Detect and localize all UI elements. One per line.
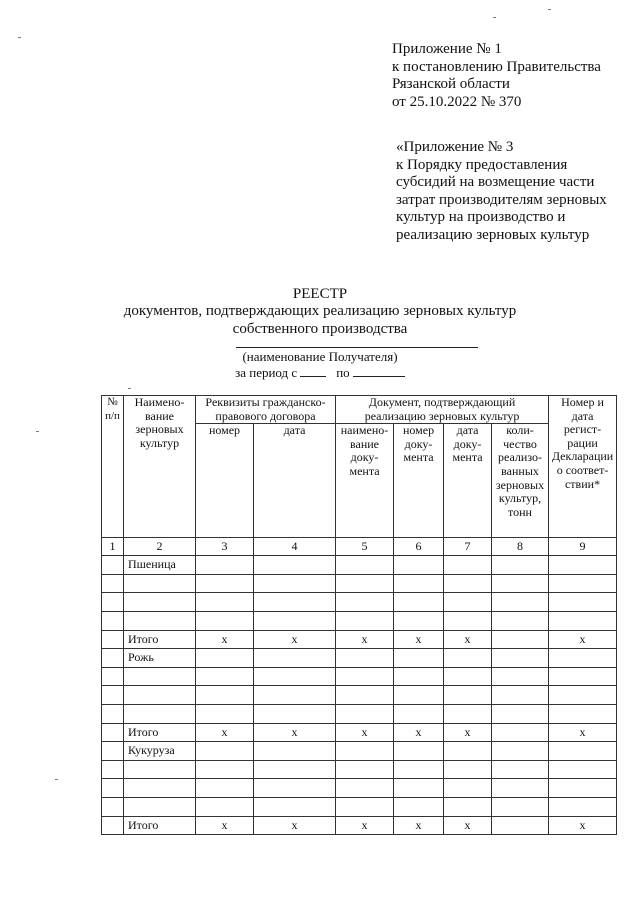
column-number: 1: [102, 538, 124, 556]
header-document-group: [336, 396, 549, 424]
appendix-3-line: «Приложение № 3: [396, 139, 514, 155]
x-mark: x: [254, 816, 336, 835]
x-mark: x: [336, 630, 394, 649]
table-row: [102, 704, 617, 723]
x-mark: x: [196, 816, 254, 835]
header-number: [102, 396, 124, 538]
column-number: 8: [492, 538, 549, 556]
appendix-3-line: к Порядку предоставления: [396, 156, 568, 173]
x-mark: x: [549, 723, 617, 742]
appendix-3-line: субсидий на возмещение части: [396, 174, 595, 190]
header-contract-date: [254, 424, 336, 538]
scan-speck: [548, 9, 551, 10]
x-mark: x: [254, 630, 336, 649]
crop-row: [102, 556, 617, 575]
header-text: коли- чество реализо- ванных зерновых культур, тонн: [495, 423, 545, 519]
appendix-1-line: от 25.10.2022 № 370: [392, 93, 522, 110]
header-text: номер доку- мента: [402, 423, 435, 465]
column-number: 5: [336, 538, 394, 556]
header-text: наимено- вание доку- мента: [340, 423, 389, 478]
column-number: 7: [444, 538, 492, 556]
scan-speck: [55, 779, 58, 780]
x-mark: x: [444, 723, 492, 742]
x-mark: x: [336, 816, 394, 835]
column-number: 6: [394, 538, 444, 556]
table-row: [102, 797, 617, 816]
recipient-name-line: [236, 347, 478, 348]
recipient-caption: (наименование Получателя): [242, 349, 398, 364]
x-mark: x: [336, 723, 394, 742]
header-text: Наимено- вание зерновых культур: [134, 395, 185, 450]
subtitle-line: собственного производства: [232, 320, 408, 337]
column-number: 9: [549, 538, 617, 556]
appendix-3-line: реализацию зерновых культур: [396, 226, 590, 243]
x-mark: x: [444, 630, 492, 649]
appendix-3-line: затрат производителям зерновых: [396, 191, 607, 208]
total-row: [102, 630, 617, 649]
table-row: [102, 760, 617, 779]
crop-row: [102, 649, 617, 668]
crop-row: [102, 742, 617, 761]
column-number: 3: [196, 538, 254, 556]
header-doc-name: [336, 424, 394, 538]
appendix-3-line: культур на производство и: [396, 209, 566, 225]
header-doc-number: [394, 424, 444, 538]
x-mark: x: [394, 630, 444, 649]
scan-speck: [493, 17, 496, 18]
header-text: Номер и дата регист- рации Декларации о соответ- ствии*: [551, 395, 614, 491]
header-contract-number: [196, 424, 254, 538]
x-mark: x: [254, 723, 336, 742]
period-start-blank: [300, 365, 326, 377]
header-quantity: [492, 424, 549, 538]
table-row: [102, 779, 617, 798]
appendix-3-header: [396, 139, 607, 244]
table-row: [102, 686, 617, 705]
document-subtitle: [0, 303, 640, 338]
crop-name: Пшеница: [124, 556, 196, 575]
appendix-1-line: Рязанской области: [392, 76, 510, 92]
subtitle-line: документов, подтверждающих реализацию зерновых культур: [123, 303, 517, 319]
column-numbers-row: [102, 538, 617, 556]
scan-speck: [128, 388, 131, 389]
x-mark: x: [196, 630, 254, 649]
period-middle: по: [336, 365, 350, 380]
total-label: Итого: [124, 630, 196, 649]
header-declaration: [549, 396, 617, 538]
x-mark: x: [444, 816, 492, 835]
appendix-1-line: к постановлению Правительства: [392, 58, 601, 75]
x-mark: x: [394, 723, 444, 742]
x-mark: x: [549, 816, 617, 835]
header-text: № п/п: [105, 396, 120, 422]
x-mark: x: [196, 723, 254, 742]
table-row: [102, 574, 617, 593]
registry-table: [101, 395, 617, 835]
header-doc-date: [444, 424, 492, 538]
period-end-blank: [353, 365, 405, 377]
x-mark: x: [549, 630, 617, 649]
crop-name: Кукуруза: [124, 742, 196, 761]
scan-speck: [18, 37, 21, 38]
period-line: [0, 365, 640, 381]
document-title: РЕЕСТР: [292, 286, 348, 302]
appendix-1-line: Приложение № 1: [392, 41, 502, 57]
total-row: [102, 723, 617, 742]
header-crop: [124, 396, 196, 538]
total-label: Итого: [124, 723, 196, 742]
period-prefix: за период с: [235, 365, 298, 380]
column-number: 4: [254, 538, 336, 556]
header-text: номер: [208, 423, 241, 438]
header-text: дата доку- мента: [452, 423, 483, 465]
table-row: [102, 667, 617, 686]
crop-name: Рожь: [124, 649, 196, 668]
header-text: Реквизиты гражданско- правового договора: [205, 395, 326, 423]
appendix-1-header: [392, 41, 601, 111]
total-label: Итого: [124, 816, 196, 835]
column-number: 2: [124, 538, 196, 556]
total-row: [102, 816, 617, 835]
header-contract-group: [196, 396, 336, 424]
x-mark: x: [394, 816, 444, 835]
table-row: [102, 611, 617, 630]
table-row: [102, 593, 617, 612]
scan-speck: [36, 431, 39, 432]
header-text: дата: [283, 423, 306, 438]
header-text: Документ, подтверждающий реализацию зерновых культур: [364, 395, 520, 423]
